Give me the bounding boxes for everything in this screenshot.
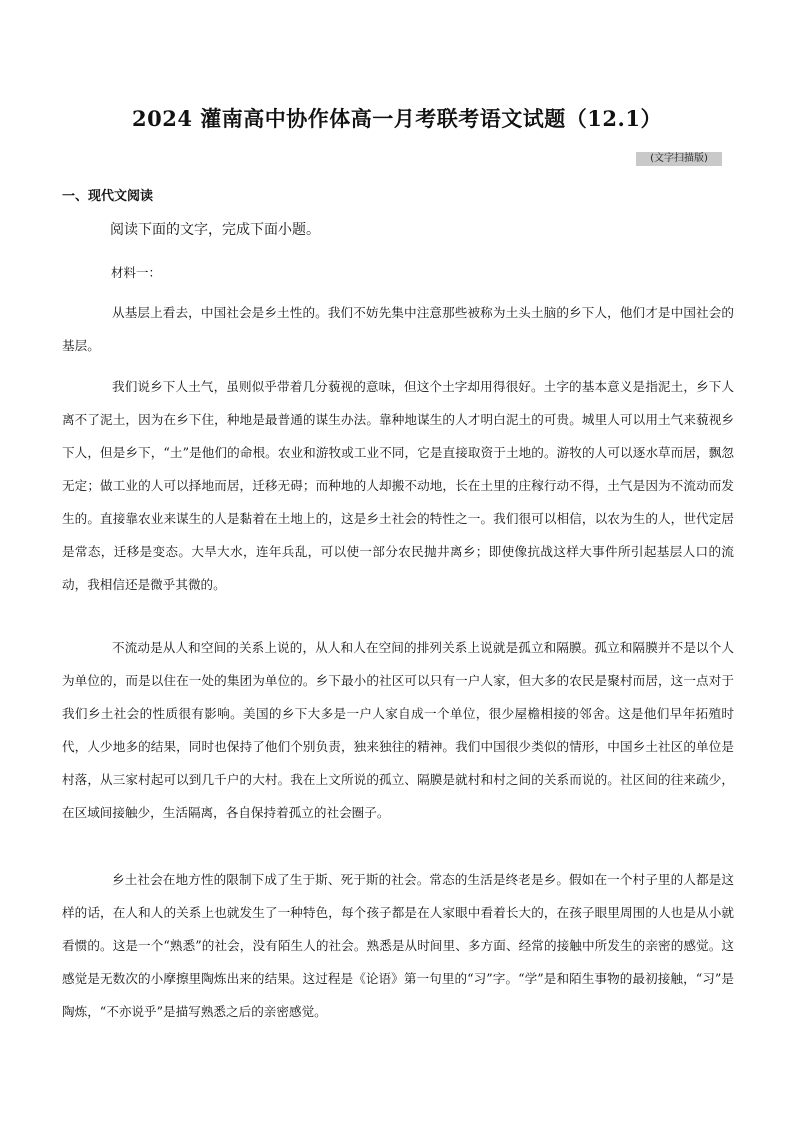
page-title: 2024 灌南高中协作体高一月考联考语文试题（12.1） [132, 106, 662, 131]
section-heading: 一、现代文阅读 [62, 189, 154, 204]
body-paragraph: 乡土社会在地方性的限制下成了生于斯、死于斯的社会。常态的生活是终老是乡。假如在一个村子里的人都是这样的话，在人和人的关系上也就发生了一种特色，每个孩子都是在人家眼中看着长大的，在孩子眼里周围的人也是从小就看惯的。这是一个“熟悉”的社会，没有陌生人的社会。熟悉是从时间里、多方面、经常的接触中所发生的亲密的感觉。这感觉是无数次的小摩擦里陶炼出来的结果。这过程是《论语》第一句里的“习”字。“学”是和陌生事物的最初接触，“习”是陶炼，“不亦说乎”是描写熟悉之后的亲密感觉。 [62, 872, 734, 1019]
material-label: 材料一： [111, 265, 162, 280]
scan-version-badge: (文字扫描版) [636, 152, 722, 166]
body-paragraph: 从基层上看去，中国社会是乡土性的。我们不妨先集中注意那些被称为土头土脑的乡下人，他们才是中国社会的基层。 [62, 305, 734, 353]
reading-instruction: 阅读下面的文字，完成下面小题。 [110, 222, 320, 238]
body-paragraph: 不流动是从人和空间的关系上说的，从人和人在空间的排列关系上说就是孤立和隔膜。孤立和隔膜并不是以个人为单位的，而是以住在一处的集团为单位的。乡下最小的社区可以只有一户人家，但大多的农民是聚村而居，这一点对于我们乡土社会的性质很有影响。美国的乡下大多是一户人家自成一个单位，很少屋檐相接的邻舍。这是他们早年拓殖时代，人少地多的结果，同时也保持了他们个别负责，独来独往的精神。我们中国很少类似的情形，中国乡土社区的单位是村落，从三家村起可以到几千户的大村。我在上文所说的孤立、隔膜是就村和村之间的关系而说的。社区间的往来疏少，在区域间接触少，生活隔离，各自保持着孤立的社会圈子。 [62, 640, 734, 820]
body-paragraph: 我们说乡下人土气，虽则似乎带着几分藐视的意味，但这个土字却用得很好。土字的基本意义是指泥土，乡下人离不了泥土，因为在乡下住，种地是最普通的谋生办法。靠种地谋生的人才明白泥土的可贵。城里人可以用土气来藐视乡下人，但是乡下，“土”是他们的命根。农业和游牧或工业不同，它是直接取资于土地的。游牧的人可以逐水草而居，飘忽无定；做工业的人可以择地而居，迁移无碍；而种地的人却搬不动地，长在土里的庄稼行动不得，土气是因为不流动而发生的。直接靠农业来谋生的人是黏着在土地上的，这是乡土社会的特性之一。我们很可以相信，以农为生的人，世代定居是常态，迁移是变态。大旱大水，连年兵乱，可以使一部分农民抛井离乡；即使像抗战这样大事件所引起基层人口的流动，我相信还是微乎其微的。 [62, 379, 734, 592]
